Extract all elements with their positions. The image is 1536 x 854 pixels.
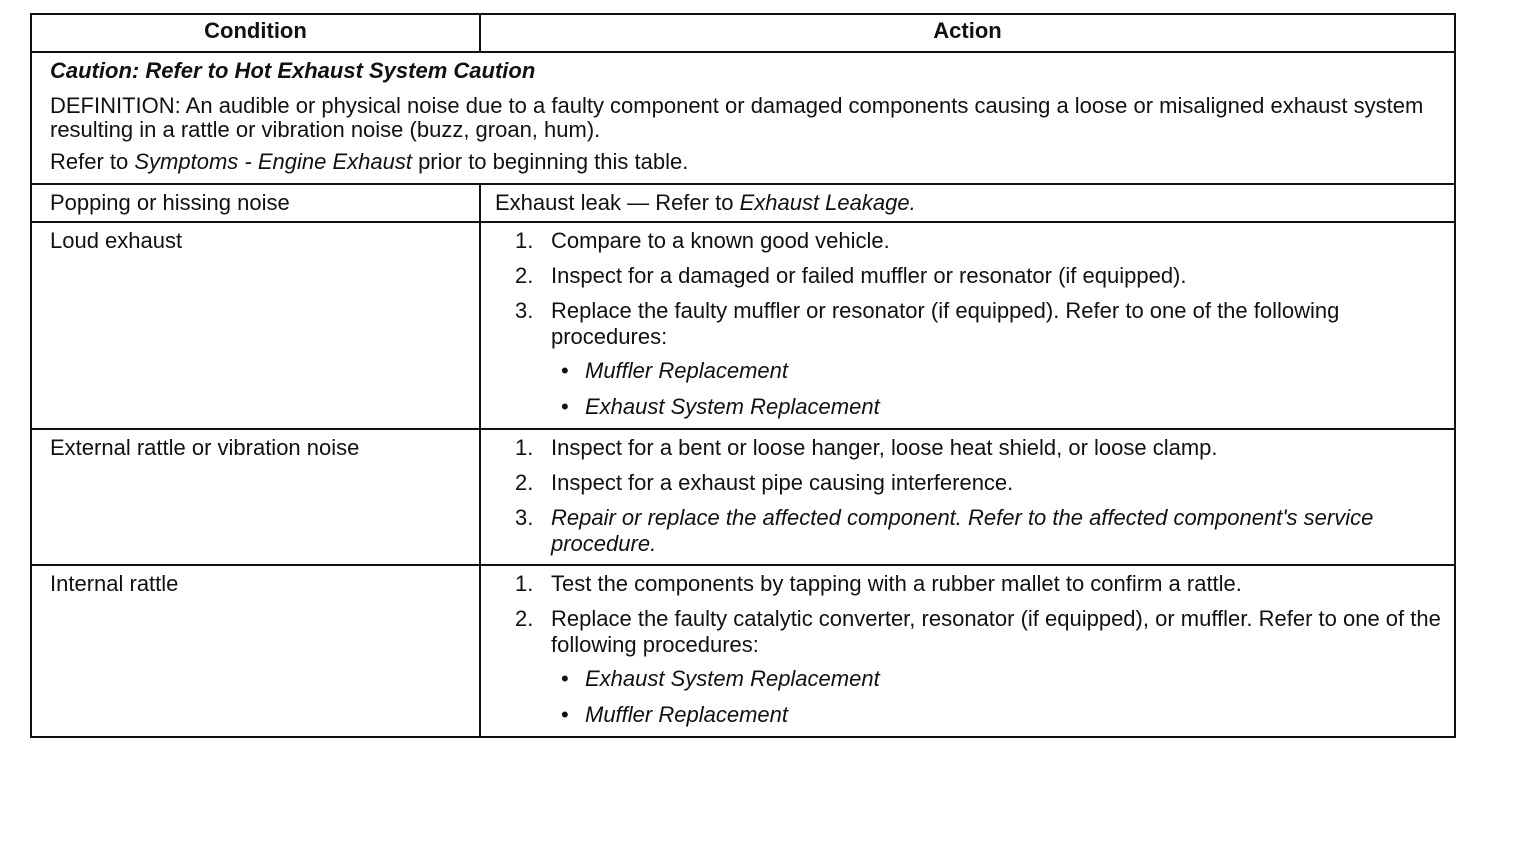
refer-prefix: Refer to: [50, 149, 135, 175]
step-item: [515, 606, 1444, 728]
bullet-icon: •: [561, 394, 569, 419]
step-number: 1.: [515, 435, 534, 460]
intro-section: [32, 51, 1454, 183]
step-text-link: Refer to the affected component's service procedure.: [551, 505, 1374, 556]
header-condition: Condition: [32, 15, 481, 51]
bullet-icon: •: [561, 702, 569, 727]
action-cell: [481, 430, 1454, 564]
step-text: Inspect for a bent or loose hanger, loose heat shield, or loose clamp.: [551, 435, 1218, 460]
step-number: 2.: [515, 263, 534, 288]
step-text: Inspect for a exhaust pipe causing interference.: [551, 470, 1014, 495]
table-row: [32, 221, 1454, 428]
action-cell: [481, 223, 1454, 428]
procedure-link: Exhaust System Replacement: [585, 666, 880, 691]
action-prefix: Exhaust leak — Refer to: [495, 190, 740, 215]
action-cell: [481, 185, 1454, 221]
procedure-list: [551, 666, 1444, 728]
step-item: [515, 505, 1444, 557]
procedure-link: Muffler Replacement: [585, 702, 788, 727]
diagnostic-table: [30, 13, 1456, 738]
step-number: 1.: [515, 571, 534, 596]
procedure-item: [561, 394, 1444, 420]
step-number: 2.: [515, 470, 534, 495]
step-text: Compare to a known good vehicle.: [551, 228, 890, 253]
table-row: [32, 183, 1454, 221]
step-item: [515, 571, 1444, 597]
step-item: [515, 263, 1444, 289]
step-number: 2.: [515, 606, 534, 631]
table-header-row: [32, 15, 1454, 51]
condition-cell: Popping or hissing noise: [32, 185, 481, 221]
table-row: [32, 428, 1454, 564]
step-number: 1.: [515, 228, 534, 253]
condition-cell: Internal rattle: [32, 566, 481, 736]
step-number: 3.: [515, 298, 534, 323]
table-row: [32, 564, 1454, 736]
action-cell: [481, 566, 1454, 736]
step-list: [495, 435, 1444, 557]
step-text: Inspect for a damaged or failed muffler or resonator (if equipped).: [551, 263, 1187, 288]
refer-suffix: prior to beginning this table.: [411, 149, 689, 175]
procedure-link: Muffler Replacement: [585, 358, 788, 383]
step-item: [515, 470, 1444, 496]
step-item: [515, 228, 1444, 254]
header-action: Action: [933, 18, 1002, 43]
refer-text: [50, 149, 1438, 175]
condition-cell: Loud exhaust: [32, 223, 481, 428]
step-text: Replace the faulty muffler or resonator (if equipped). Refer to one of the following procedures:: [551, 298, 1340, 349]
procedure-link: Exhaust System Replacement: [585, 394, 880, 419]
procedure-item: [561, 358, 1444, 384]
step-item: [515, 435, 1444, 461]
procedure-list: [551, 358, 1444, 420]
procedure-item: [561, 666, 1444, 692]
step-text: Test the components by tapping with a rubber mallet to confirm a rattle.: [551, 571, 1242, 596]
step-number: 3.: [515, 505, 534, 530]
caution-text: Caution: Refer to Hot Exhaust System Caution: [50, 58, 536, 83]
bullet-icon: •: [561, 666, 569, 691]
step-item: [515, 298, 1444, 420]
procedure-item: [561, 702, 1444, 728]
refer-link: Symptoms - Engine Exhaust: [134, 149, 412, 175]
condition-cell: External rattle or vibration noise: [32, 430, 481, 564]
bullet-icon: •: [561, 358, 569, 383]
step-list: [495, 228, 1444, 420]
step-list: [495, 571, 1444, 728]
step-text: Replace the faulty catalytic converter, resonator (if equipped), or muffler. Refer to one of the following procedures:: [551, 606, 1441, 657]
definition-text: DEFINITION: An audible or physical noise due to a faulty component or damaged components causing a loose or misaligned exhaust system resulting in a rattle or vibration noise (buzz, groan, hum).: [50, 93, 1424, 143]
action-link: Exhaust Leakage.: [739, 190, 916, 215]
step-text-prefix: Repair or replace the affected component.: [551, 505, 969, 530]
